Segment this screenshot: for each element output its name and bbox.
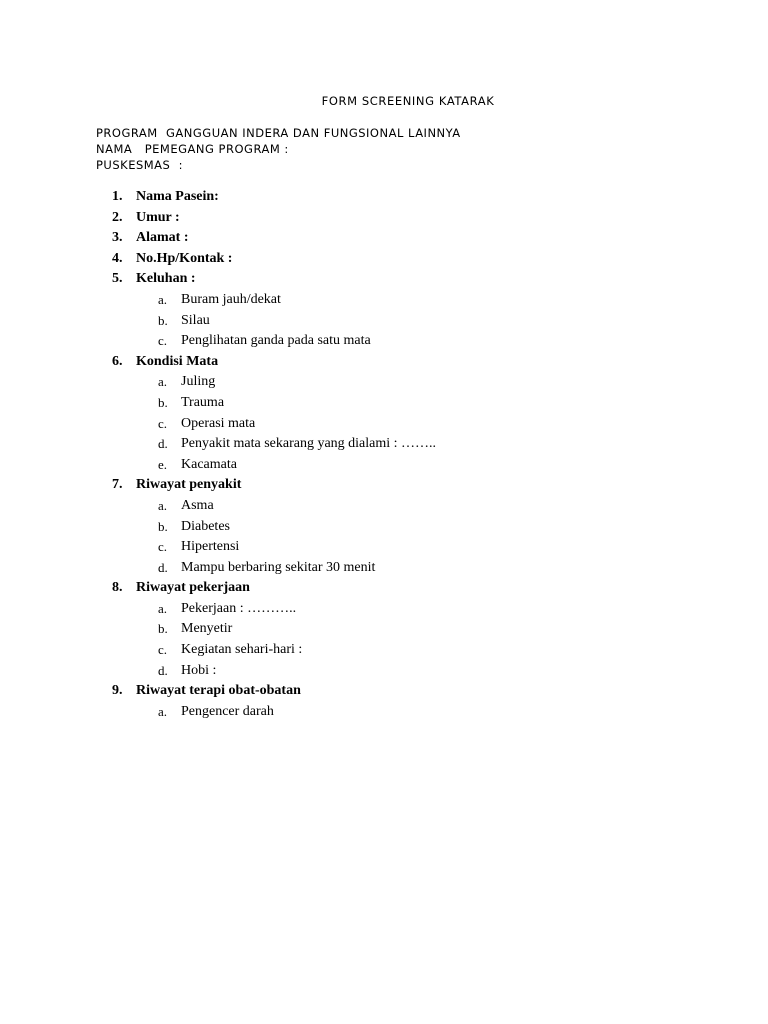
sub-item (0, 517, 768, 538)
item-label: No.Hp/Kontak : (136, 250, 233, 266)
sub-item-letter: a. (158, 291, 168, 307)
sub-item-letter: b. (158, 621, 168, 637)
sub-item-letter: a. (158, 703, 168, 719)
sub-item-text: Pekerjaan : ……….. (181, 600, 297, 616)
document-title: FORM SCREENING KATARAK (321, 94, 495, 108)
sub-item (0, 393, 768, 414)
item-number: 6. (112, 353, 123, 369)
sub-item-letter: b. (158, 312, 168, 328)
sub-item-text: Operasi mata (181, 415, 256, 431)
item-label: Keluhan : (136, 271, 196, 287)
sub-item (0, 619, 768, 640)
document-header (96, 125, 461, 173)
list-item (0, 208, 768, 229)
item-number: 2. (112, 209, 123, 225)
screening-item-list (0, 187, 768, 722)
sub-item-letter: d. (158, 662, 168, 678)
sub-item-letter: a. (158, 497, 168, 513)
item-label: Riwayat pekerjaan (136, 580, 250, 596)
sub-item-letter: a. (158, 600, 168, 616)
sub-item (0, 640, 768, 661)
sub-item-text: Penyakit mata sekarang yang dialami : …….. (181, 436, 437, 452)
sub-item-letter: c. (158, 539, 168, 555)
item-number: 9. (112, 683, 123, 699)
sub-item (0, 702, 768, 723)
program-line: PROGRAM GANGGUAN INDERA DAN FUNGSIONAL LAINNYA (96, 126, 461, 140)
item-label: Riwayat penyakit (136, 477, 242, 493)
sub-item-text: Juling (181, 374, 216, 390)
item-number: 4. (112, 250, 123, 266)
list-item (0, 352, 768, 373)
item-number: 3. (112, 230, 123, 246)
item-label: Kondisi Mata (136, 353, 219, 369)
sub-item (0, 331, 768, 352)
sub-item (0, 414, 768, 435)
program-holder-line: NAMA PEMEGANG PROGRAM : (96, 142, 289, 156)
item-number: 7. (112, 477, 123, 493)
list-item (0, 578, 768, 599)
sub-item-letter: e. (158, 456, 168, 472)
sub-item-text: Buram jauh/dekat (181, 291, 281, 307)
sub-item-letter: d. (158, 436, 168, 452)
list-item (0, 269, 768, 290)
list-item (0, 681, 768, 702)
sub-item-text: Penglihatan ganda pada satu mata (181, 333, 371, 349)
sub-item-text: Mampu berbaring sekitar 30 menit (181, 559, 376, 575)
sub-item-text: Menyetir (181, 621, 233, 637)
sub-item (0, 372, 768, 393)
list-item (0, 187, 768, 208)
item-number: 5. (112, 271, 123, 287)
sub-item-text: Asma (181, 497, 214, 513)
sub-item-text: Kacamata (181, 456, 237, 472)
sub-item-text: Hobi : (181, 662, 217, 678)
list-item (0, 475, 768, 496)
sub-item (0, 537, 768, 558)
puskesmas-line: PUSKESMAS : (96, 158, 184, 172)
sub-item (0, 434, 768, 455)
sub-item-letter: c. (158, 415, 168, 431)
item-label: Riwayat terapi obat-obatan (136, 683, 301, 699)
sub-item-text: Hipertensi (181, 539, 240, 555)
item-number: 8. (112, 580, 123, 596)
sub-item-text: Trauma (181, 394, 225, 410)
sub-item-text: Pengencer darah (181, 703, 274, 719)
sub-item-text: Silau (181, 312, 210, 328)
sub-item-letter: c. (158, 642, 168, 658)
sub-item-letter: a. (158, 374, 168, 390)
item-label: Alamat : (136, 230, 189, 246)
sub-item-letter: d. (158, 559, 168, 575)
sub-item (0, 455, 768, 476)
sub-item-letter: c. (158, 333, 168, 349)
item-label: Nama Pasein: (136, 189, 219, 204)
sub-item (0, 496, 768, 517)
item-number: 1. (112, 189, 123, 204)
sub-item (0, 661, 768, 682)
sub-item (0, 558, 768, 579)
sub-item-text: Kegiatan sehari-hari : (181, 642, 303, 658)
list-item (0, 249, 768, 270)
sub-item (0, 599, 768, 620)
sub-item-text: Diabetes (181, 518, 230, 534)
item-label: Umur : (136, 209, 180, 225)
sub-item-letter: b. (158, 518, 168, 534)
sub-item (0, 311, 768, 332)
sub-item (0, 290, 768, 311)
list-item (0, 228, 768, 249)
sub-item-letter: b. (158, 394, 168, 410)
